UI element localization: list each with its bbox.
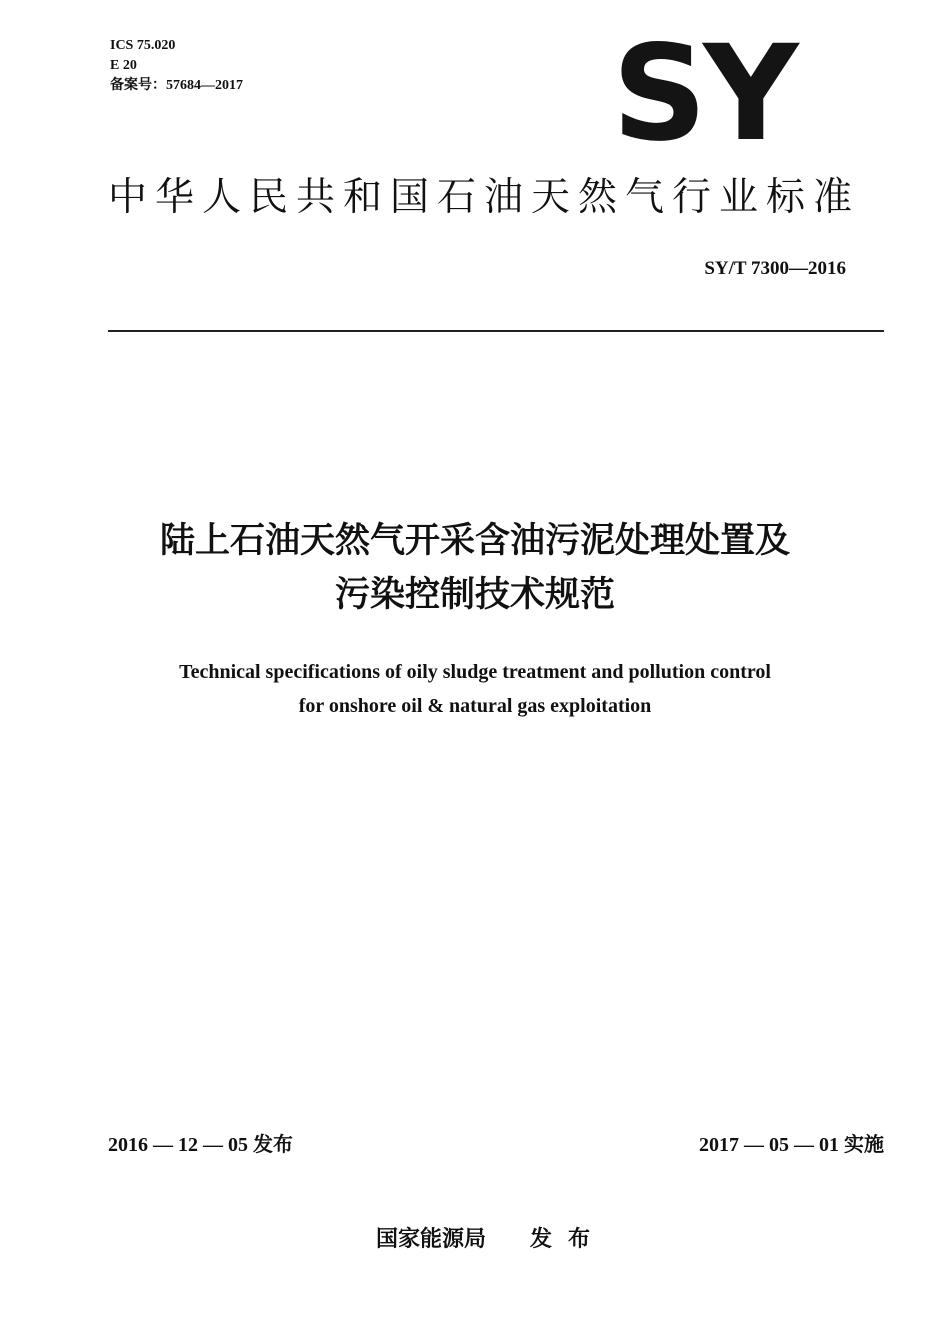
issuer-line [376, 1222, 606, 1253]
issuer-action: 发布 [530, 1227, 607, 1252]
chinese-title-line-1: 陆上石油天然气开采含油污泥处理处置及 [159, 521, 790, 561]
issuer-name: 国家能源局 [376, 1227, 487, 1252]
standard-number: SY/T 7300—2016 [704, 258, 846, 279]
header-divider [108, 330, 884, 332]
chinese-title-line-2: 污染控制技术规范 [334, 575, 615, 615]
ccs-code: E 20 [110, 58, 137, 73]
record-number: 备案号：57684—2017 [110, 78, 243, 93]
ics-code: ICS 75.020 [110, 38, 176, 53]
english-title-line-1: Technical specifications of oily sludge treatment and pollution control [179, 661, 771, 683]
classification-block [110, 36, 243, 96]
english-title-line-2: for onshore oil & natural gas exploitation [298, 695, 652, 717]
issue-date: 2016 — 12 — 05 发布 [108, 1134, 293, 1156]
implementation-date: 2017 — 05 — 01 实施 [699, 1134, 884, 1156]
industry-standard-title: 中华人民共和国石油天然气行业标准 [108, 175, 861, 220]
sy-logo: SY [612, 17, 795, 171]
